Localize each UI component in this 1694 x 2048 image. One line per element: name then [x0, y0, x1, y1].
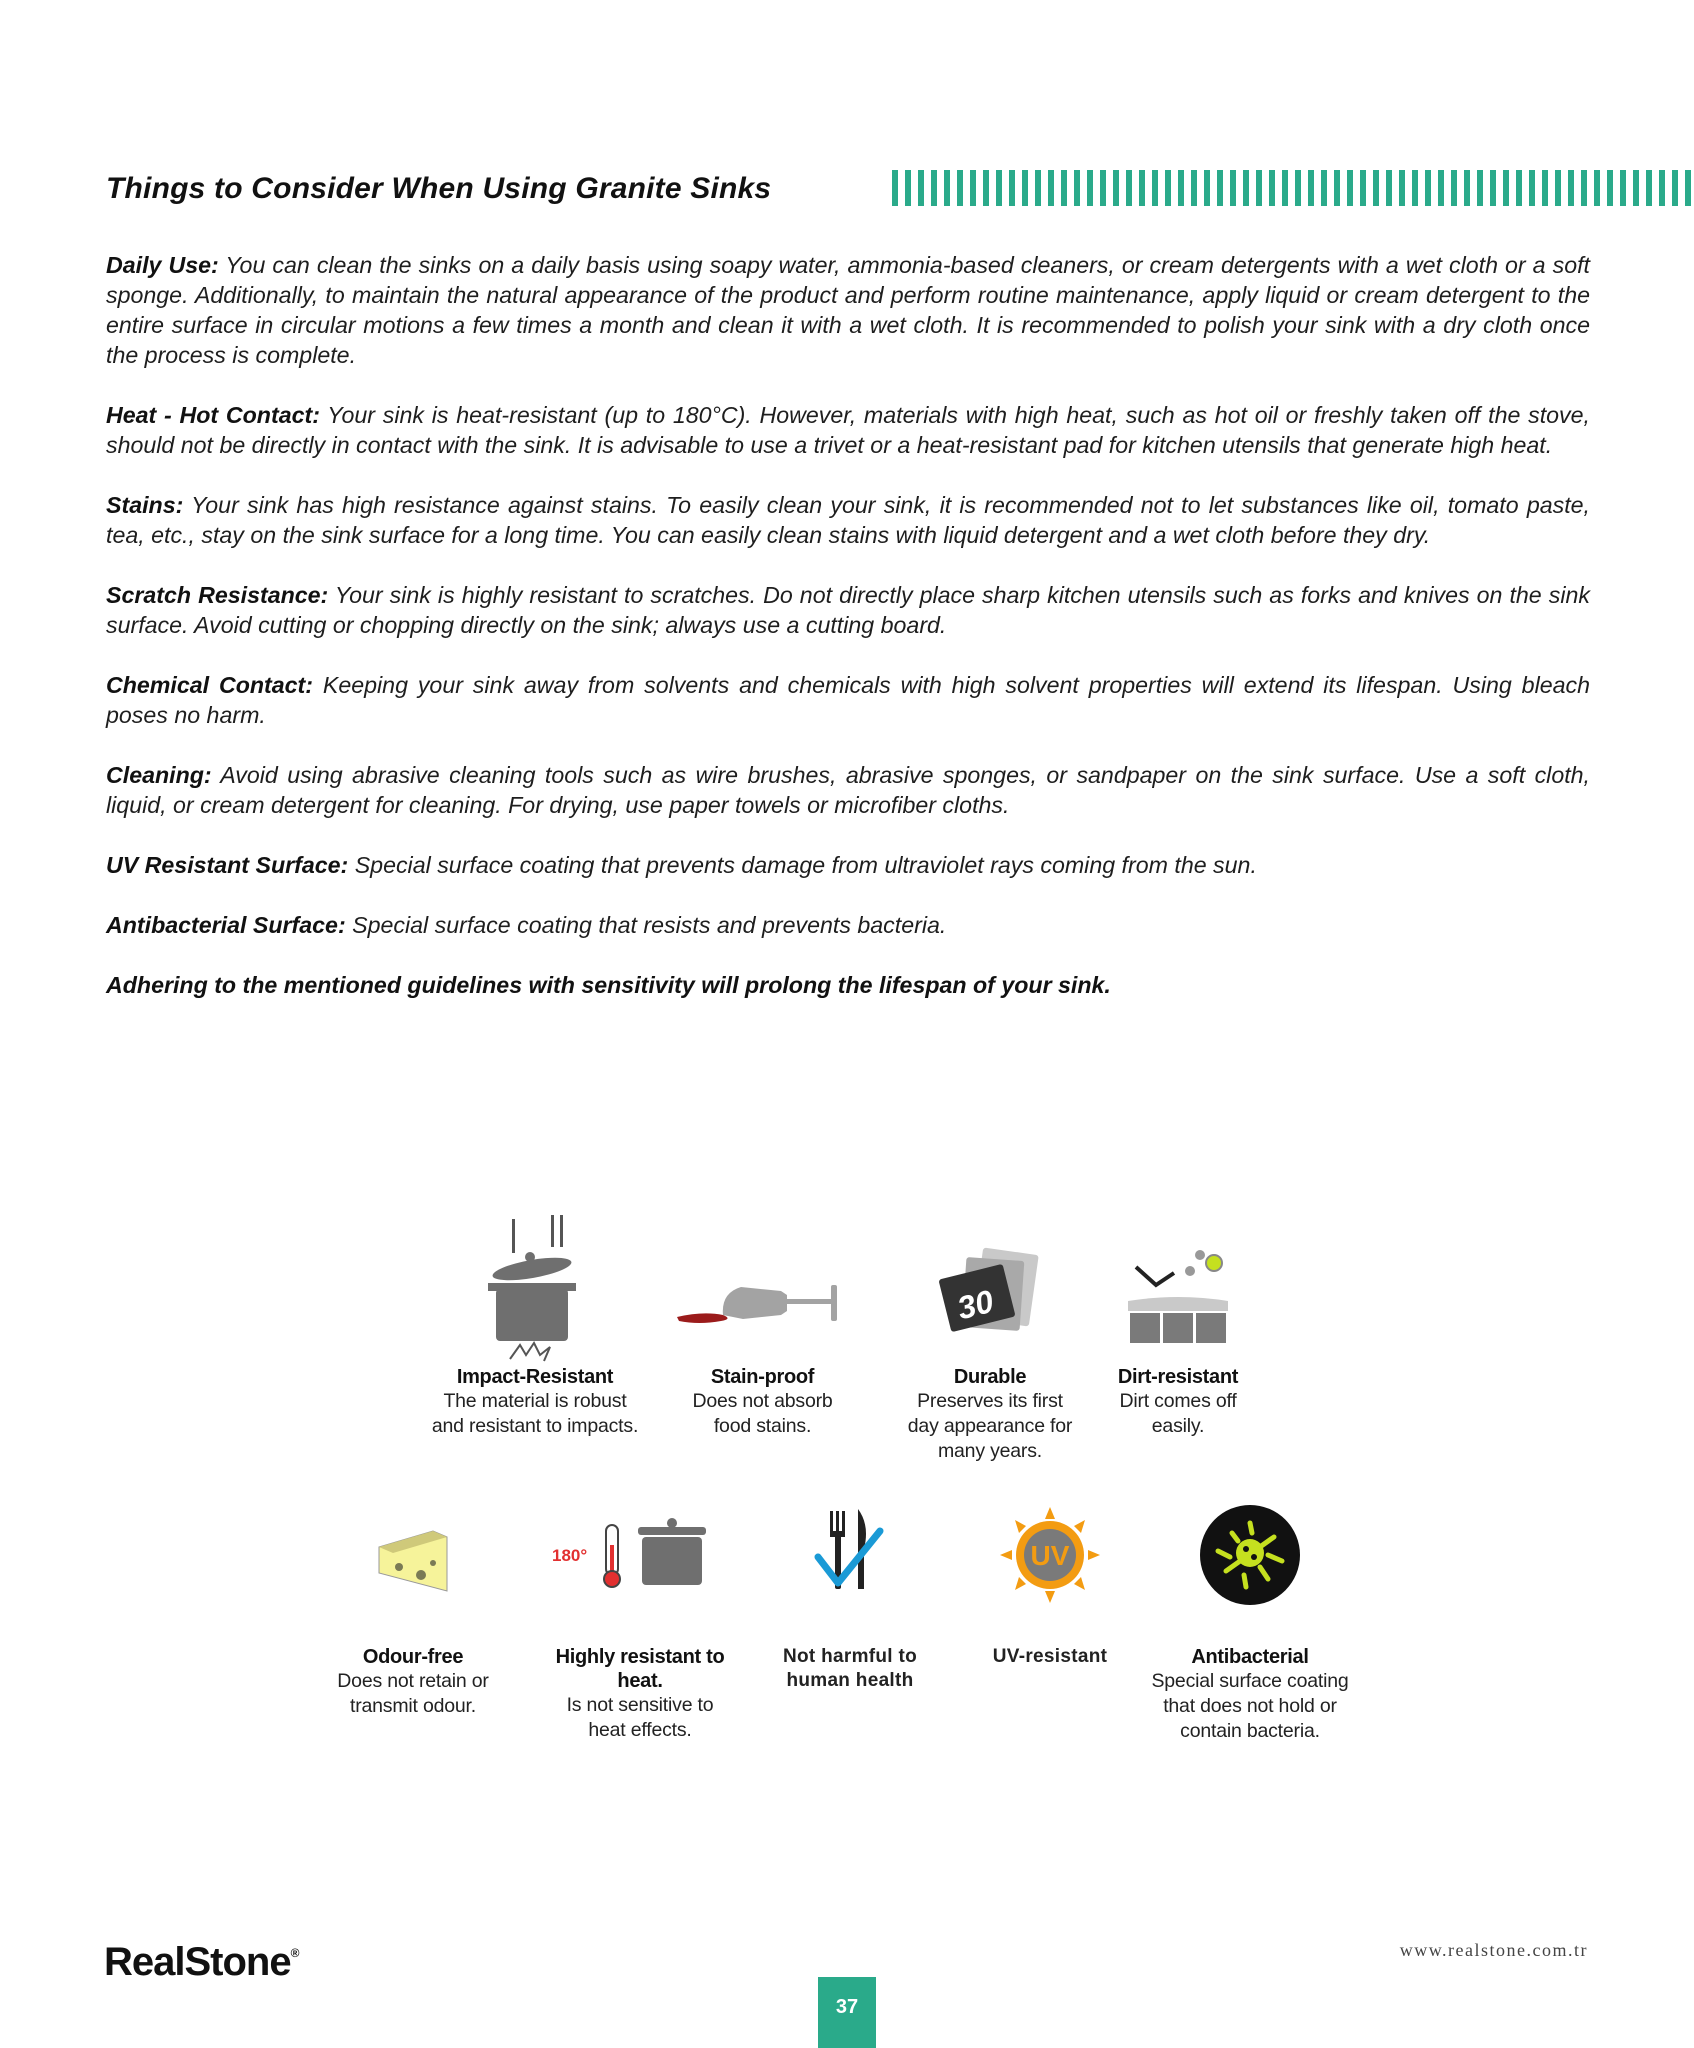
feature-desc: easily. [1151, 1415, 1205, 1437]
feature-desc: human health [786, 1670, 914, 1691]
feature-desc: many years. [937, 1440, 1042, 1462]
paragraph-uv: UV Resistant Surface: Special surface coating that prevents damage from ultraviolet rays coming from the sun. [106, 852, 1257, 878]
feature-desc: and resistant to impacts. [431, 1415, 639, 1437]
paragraph-heat: Heat - Hot Contact: Your sink is heat-resistant (up to 180°C). However, materials with high heat, such as hot oil or freshly taken off the stove, should not be directly in contact with the sink. It is advisable to use a trivet or a heat-resistant pad for kitchen utensils that generate high heat. [106, 402, 1590, 458]
paragraph-cleaning: Cleaning: Avoid using abrasive cleaning tools such as wire brushes, abrasive sponges, or sandpaper on the sink surface. Use a soft cloth, liquid, or cream detergent for cleaning. For drying, use paper towels or microfiber cloths. [106, 762, 1590, 818]
feature-desc: transmit odour. [350, 1695, 476, 1717]
closing-statement: Adhering to the mentioned guidelines with sensitivity will prolong the lifespan of your sink. [106, 972, 1111, 998]
paragraph-chemical: Chemical Contact: Keeping your sink away from solvents and chemicals with high solvent properties will extend its lifespan. Using bleach poses no harm. [106, 672, 1590, 728]
svg-text:UV: UV [1030, 1540, 1070, 1571]
feature-desc: Special surface coating [1151, 1670, 1349, 1692]
feature-title: Durable [953, 1366, 1027, 1388]
feature-desc: Not harmful to [782, 1646, 918, 1667]
feature-desc: Does not retain or [337, 1670, 489, 1692]
feature-stain [660, 1215, 865, 1439]
feature-desc: heat effects. [588, 1719, 692, 1741]
paragraph-daily-use: Daily Use: You can clean the sinks on a daily basis using soapy water, ammonia-based cleaners, or cream detergents with a wet cloth or a soft sponge. Additionally, to maintain the natural appearance of the product and perform routine maintenance, apply liquid or cream detergent to the entire surface in circular motions a few times a month and clean it with a wet cloth. It is recommended to polish your sink with a dry cloth once the process is complete. [106, 252, 1590, 368]
feature-desc: The material is robust [443, 1390, 627, 1412]
guidelines-text [106, 250, 1590, 1000]
feature-desc: Preserves its first [917, 1390, 1063, 1412]
paragraph-antibacterial: Antibacterial Surface: Special surface coating that resists and prevents bacteria. [106, 912, 947, 938]
feature-health [760, 1505, 940, 1693]
page-number: 37 [818, 1977, 876, 2048]
calendar-icon [920, 1215, 1060, 1365]
title-row [106, 170, 1694, 220]
feature-desc: Does not absorb [692, 1390, 833, 1412]
feature-title: Antibacterial [1191, 1646, 1309, 1668]
dirt-off-surface-icon [1118, 1215, 1238, 1365]
feature-impact [410, 1215, 660, 1439]
feature-durable [880, 1215, 1100, 1464]
feature-desc: that does not hold or [1163, 1695, 1337, 1717]
feature-desc: UV-resistant [992, 1646, 1108, 1667]
paragraph-stains: Stains: Your sink has high resistance against stains. To easily clean your sink, it is recommended not to let substances like oil, tomato paste, tea, etc., stay on the sink surface for a long time. You can easily clean stains with liquid detergent and a wet cloth before they dry. [106, 492, 1590, 548]
bacteria-icon [1190, 1505, 1310, 1645]
feature-odour [318, 1505, 508, 1719]
paragraph-scratch: Scratch Resistance: Your sink is highly resistant to scratches. Do not directly place sharp kitchen utensils such as forks and knives on the sink surface. Avoid cutting or chopping directly on the sink; always use a cutting board. [106, 582, 1590, 638]
feature-desc: Is not sensitive to [566, 1694, 714, 1716]
thermometer-pot-icon [550, 1505, 730, 1645]
spilled-wine-glass-icon [663, 1215, 863, 1365]
feature-title: Impact-Resistant [456, 1366, 614, 1388]
feature-title: Highly resistant to [555, 1646, 725, 1668]
website-url[interactable]: www.realstone.com.tr [1399, 1940, 1588, 1960]
feature-desc: day appearance for [907, 1415, 1073, 1437]
sun-uv-icon [990, 1505, 1110, 1645]
feature-antibacterial [1135, 1505, 1365, 1744]
feature-uv [965, 1505, 1135, 1669]
feature-desc: contain bacteria. [1180, 1720, 1320, 1742]
feature-heat [535, 1505, 745, 1743]
cheese-icon [363, 1505, 463, 1645]
page-title: Things to Consider When Using Granite Sinks [106, 172, 772, 205]
feature-desc: food stains. [713, 1415, 812, 1437]
cutlery-check-icon [800, 1505, 900, 1645]
svg-text:180°: 180° [552, 1546, 588, 1565]
feature-dirt [1098, 1215, 1258, 1439]
feature-title: heat. [617, 1670, 663, 1692]
brand-logo: RealStone® [104, 1940, 299, 1984]
feature-title: Dirt-resistant [1117, 1366, 1239, 1388]
decorative-stripes [892, 170, 1694, 206]
feature-title: Odour-free [362, 1646, 464, 1668]
feature-desc: Dirt comes off [1119, 1390, 1237, 1412]
pot-lid-impact-icon [480, 1215, 590, 1365]
feature-title: Stain-proof [710, 1366, 815, 1388]
svg-text:30: 30 [953, 1282, 997, 1327]
